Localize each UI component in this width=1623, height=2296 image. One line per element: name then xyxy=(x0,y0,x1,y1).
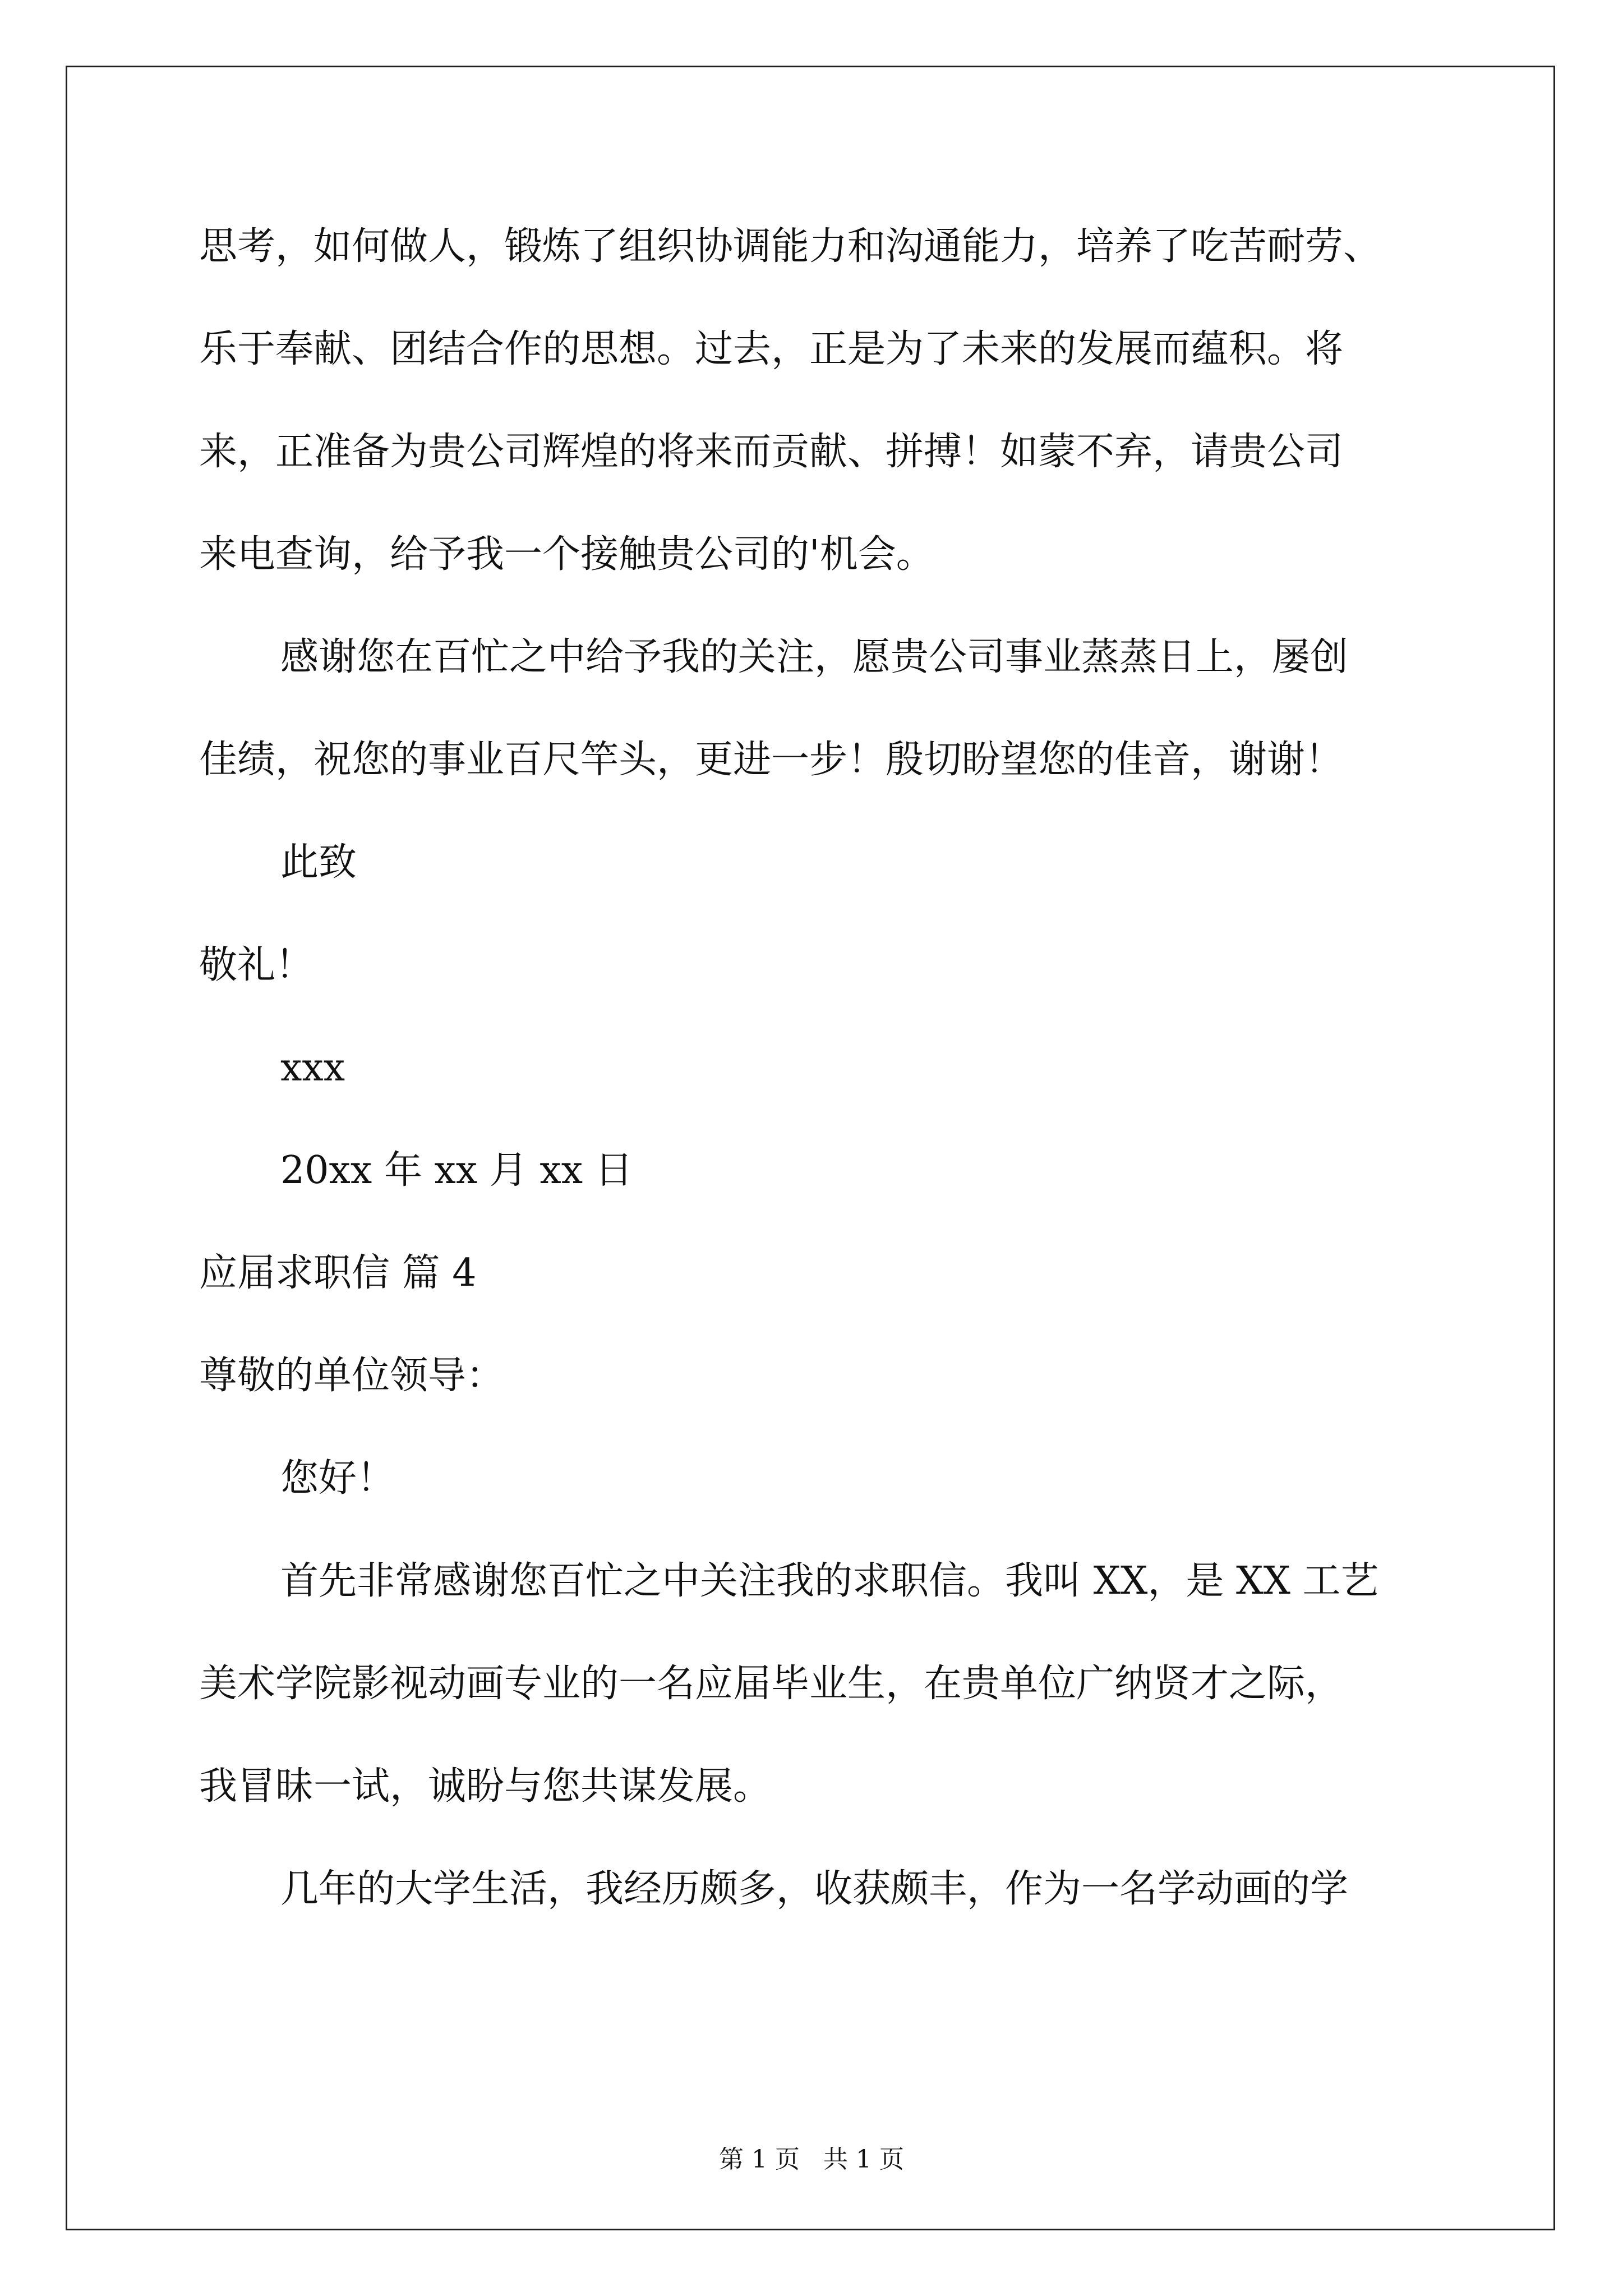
signature-name: xxx xyxy=(280,1046,345,1090)
signature-date: 20xx 年 xx 月 xx 日 xyxy=(280,1148,633,1193)
letter-hello: 您好！ xyxy=(280,1456,395,1501)
text-line-4: 来电查询，给予我一个接触贵公司的'机会。 xyxy=(199,532,934,577)
closing-salutation: 此致 xyxy=(280,840,357,885)
page-number: 第 1 页 xyxy=(719,2145,800,2174)
letter-greeting: 尊敬的单位领导： xyxy=(199,1354,505,1398)
text-line-1: 思考，如何做人，锻炼了组织协调能力和沟通能力，培养了吃苦耐劳、 xyxy=(199,224,1382,269)
text-line-5: 感谢您在百忙之中给予我的关注，愿贵公司事业蒸蒸日上，屡创 xyxy=(280,635,1349,679)
text-line-2: 乐于奉献、团结合作的思想。过去，正是为了未来的发展而蕴积。将 xyxy=(199,327,1344,371)
text-line-17: 几年的大学生活，我经历颇多，收获颇丰，作为一名学动画的学 xyxy=(280,1867,1349,1911)
page-total: 共 1 页 xyxy=(823,2145,904,2174)
text-line-6: 佳绩，祝您的事业百尺竿头，更进一步！殷切盼望您的佳音，谢谢！ xyxy=(199,738,1344,782)
document-body xyxy=(199,213,1433,1958)
text-line-14: 首先非常感谢您百忙之中关注我的求职信。我叫 XX，是 XX 工艺 xyxy=(280,1559,1379,1603)
page-footer xyxy=(0,2143,1623,2177)
text-line-16: 我冒昧一试，诚盼与您共谋发展。 xyxy=(199,1764,772,1809)
text-line-15: 美术学院影视动画专业的一名应届毕业生，在贵单位广纳贤才之际， xyxy=(199,1662,1344,1706)
text-line-3: 来，正准备为贵公司辉煌的将来而贡献、拼搏！如蒙不弃，请贵公司 xyxy=(199,430,1344,474)
section-heading: 应届求职信 篇 4 xyxy=(199,1251,477,1295)
closing-regards: 敬礼！ xyxy=(199,943,314,987)
